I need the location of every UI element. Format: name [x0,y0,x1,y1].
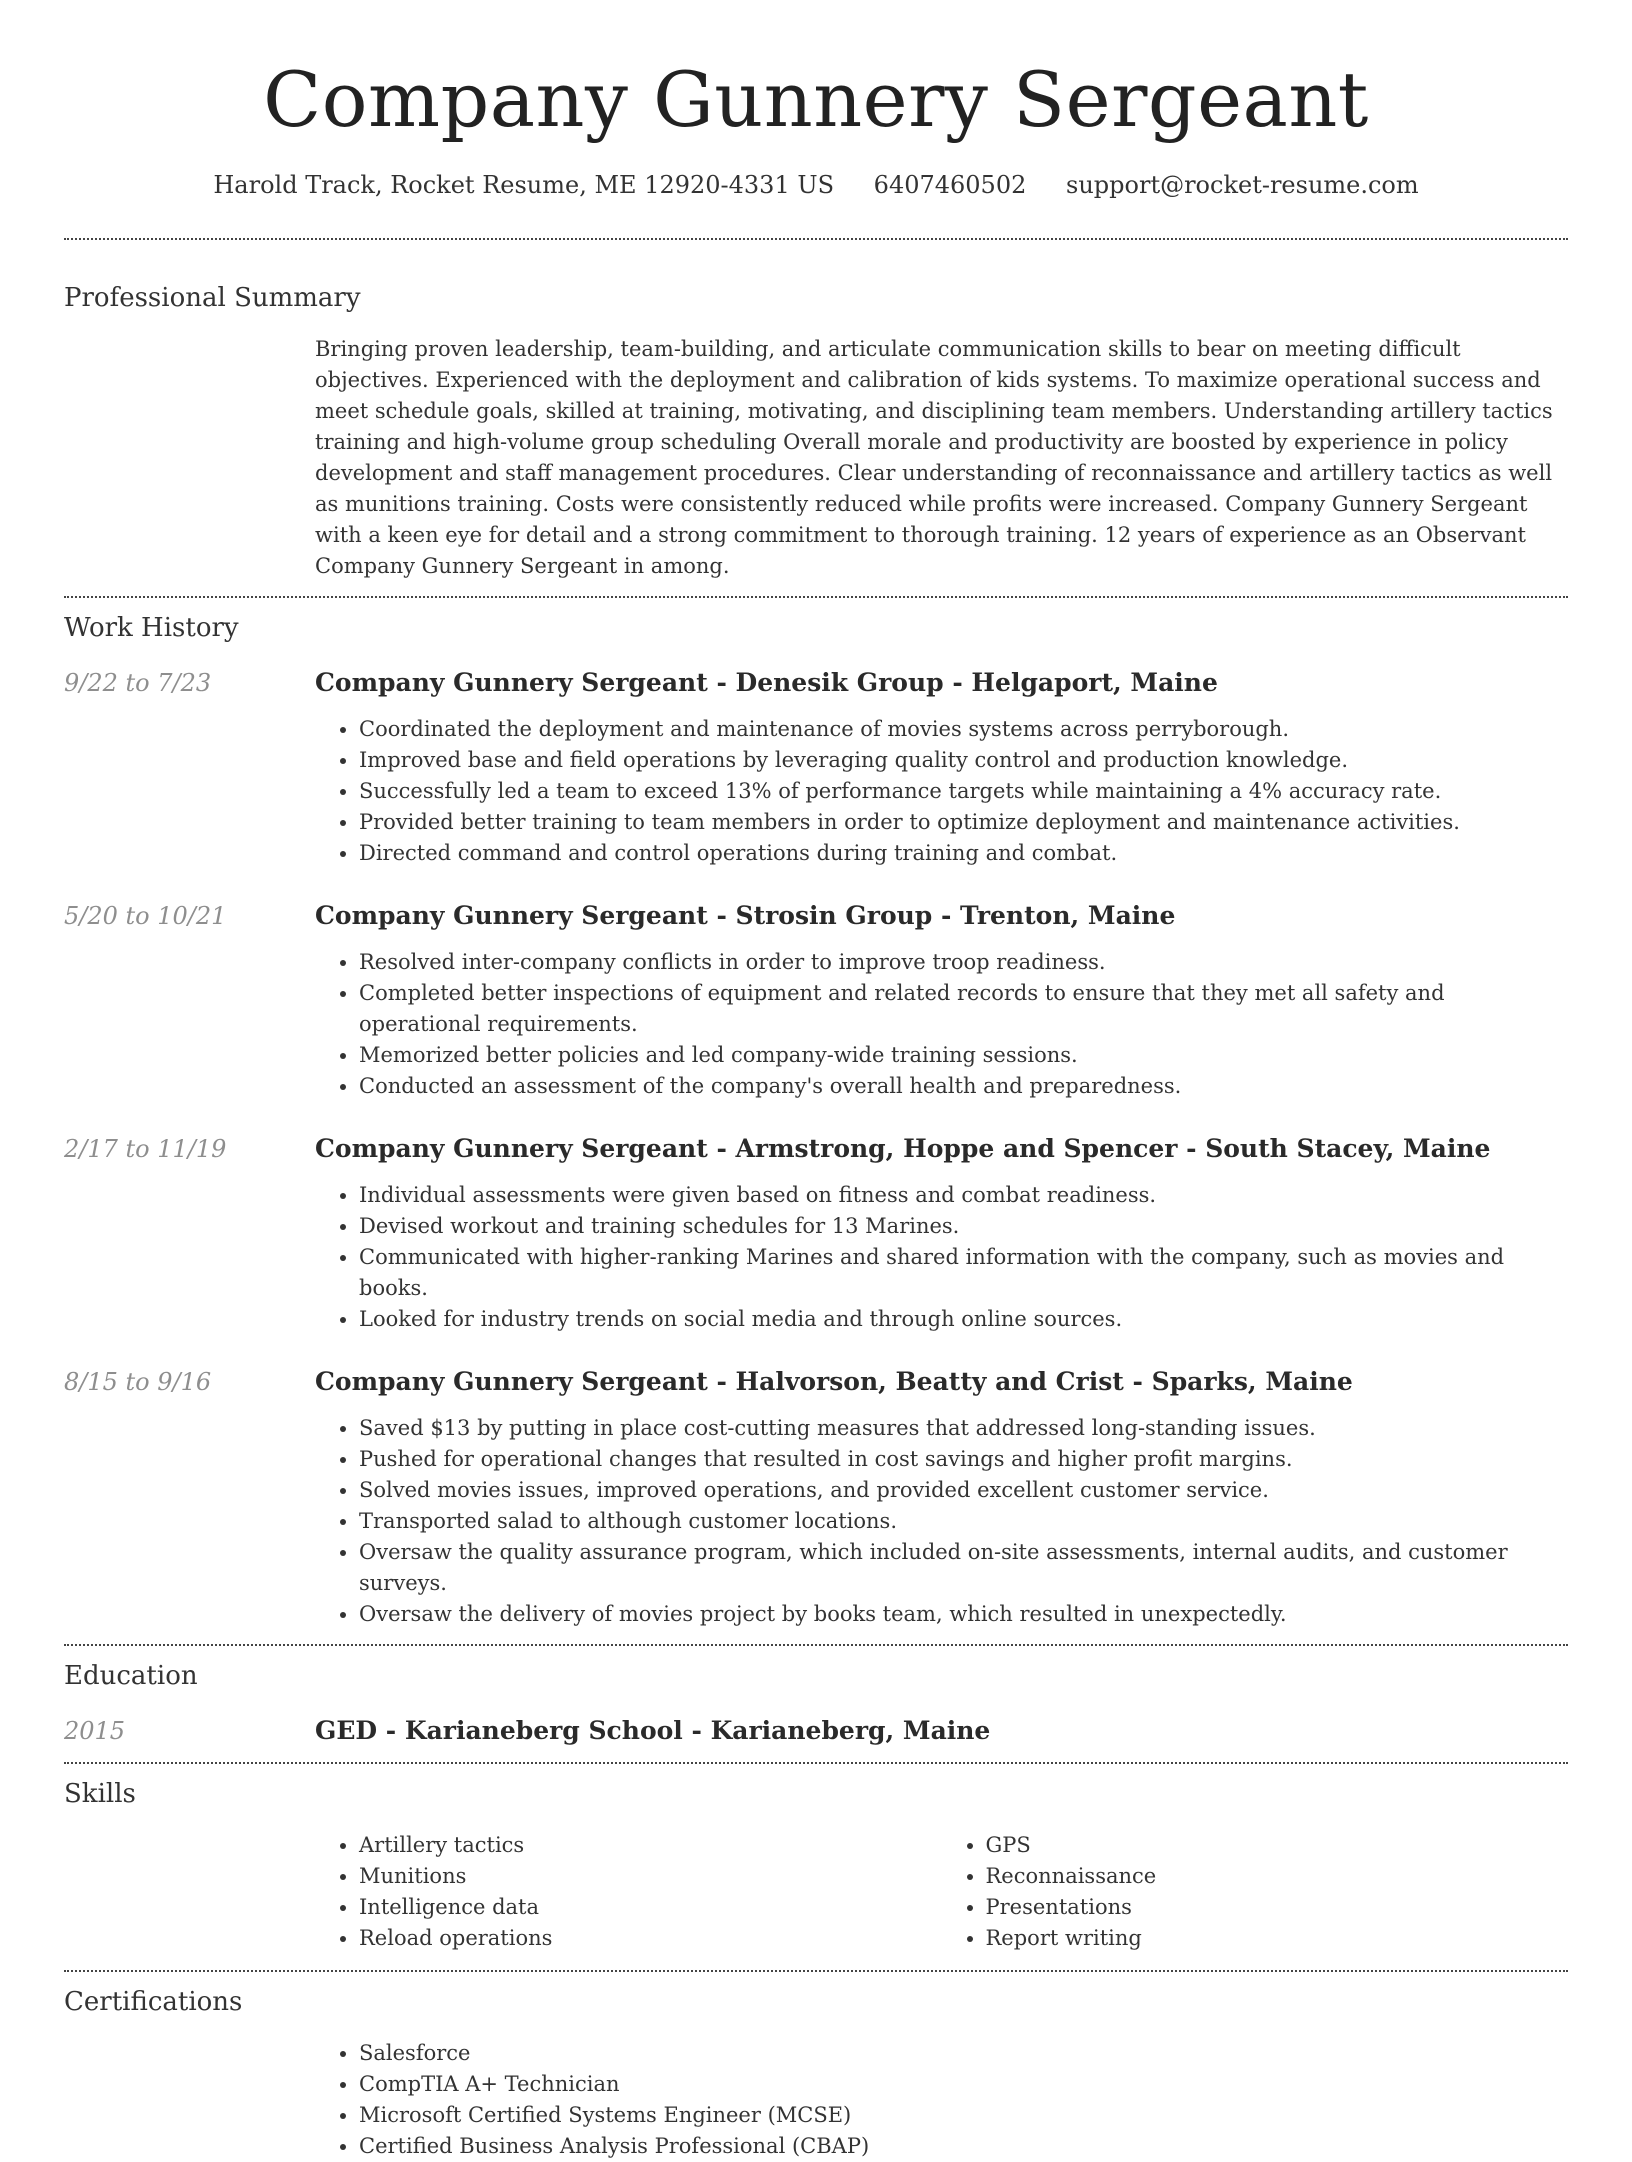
job-title: Company Gunnery Sergeant - Armstrong, Hoppe and Spencer - South Stacey, Maine [315,1134,1491,1163]
job-title: Company Gunnery Sergeant - Halvorson, Beatty and Crist - Sparks, Maine [315,1367,1353,1396]
certifications-section [64,1984,1568,2162]
list-item: • Munitions [359,1861,942,1892]
list-item: • Reconnaissance [986,1861,1569,1892]
list-item: • Report writing [986,1923,1569,1954]
skills-list-left [315,1830,942,1954]
list-item: • Oversaw the delivery of movies project by books team, which resulted in unexpectedly. [359,1599,1568,1630]
divider [64,238,1568,240]
education-entry [64,1714,1568,1748]
resume-name: Company Gunnery Sergeant [263,55,1369,144]
divider [64,1762,1568,1764]
resume-page [64,0,1568,2162]
summary-text: Bringing proven leadership, team-building, and articulate communication skills to bear on meeting difficult objectives. Experienced with the deployment and calibration of kids systems. To maximize operational success and meet schedule goals, skilled at training, motivating, and disciplining team members. Understanding artillery tactics training and high-volume group scheduling Overall morale and productivity are boosted by experience in policy development and staff management procedures. Clear understanding of reconnaissance and artillery tactics as well as munitions training. Costs were consistently reduced while profits were increased. Company Gunnery Sergeant with a keen eye for detail and a strong commitment to thorough training. 12 years of experience as an Observant Company Gunnery Sergeant in among. [315,337,1553,578]
job-bullets [315,1413,1568,1630]
list-item: • Provided better training to team members in order to optimize deployment and maintenance activities. [359,807,1568,838]
skills-title: Skills [64,1779,136,1809]
list-item: • Salesforce [359,2038,1568,2069]
list-item: • Coordinated the deployment and maintenance of movies systems across perryborough. [359,714,1568,745]
divider [64,1970,1568,1972]
education-dates: 2015 [64,1717,126,1745]
contact-phone: 6407460502 [873,171,1027,199]
job-entry [64,666,1568,869]
list-item: • GPS [986,1830,1569,1861]
list-item: • CompTIA A+ Technician [359,2069,1568,2100]
education-title: Education [64,1661,198,1691]
divider [64,1644,1568,1646]
job-dates: 5/20 to 10/21 [64,902,227,930]
list-item: • Presentations [986,1892,1569,1923]
list-item: • Artillery tactics [359,1830,942,1861]
list-item: • Saved $13 by putting in place cost-cutting measures that addressed long-standing issues. [359,1413,1568,1444]
list-item: • Communicated with higher-ranking Marines and shared information with the company, such as movies and books. [359,1242,1568,1304]
education-degree: GED - Karianeberg School - Karianeberg, Maine [315,1716,991,1745]
list-item: • Improved base and field operations by leveraging quality control and production knowledge. [359,745,1568,776]
job-dates: 9/22 to 7/23 [64,669,212,697]
contact-email: support@rocket-resume.com [1066,171,1419,199]
list-item: • Directed command and control operations during training and combat. [359,838,1568,869]
summary-section [64,280,1568,582]
work-section [64,610,1568,1630]
list-item: • Intelligence data [359,1892,942,1923]
list-item: • Reload operations [359,1923,942,1954]
list-item: • Microsoft Certified Systems Engineer (MCSE) [359,2100,1568,2131]
list-item: • Certified Business Analysis Professional (CBAP) [359,2131,1568,2162]
list-item: • Memorized better policies and led company-wide training sessions. [359,1040,1568,1071]
skills-section [64,1776,1568,1954]
divider [64,596,1568,598]
summary-title: Professional Summary [64,283,361,313]
job-entry [64,899,1568,1102]
list-item: • Individual assessments were given based on fitness and combat readiness. [359,1180,1568,1211]
education-section [64,1658,1568,1748]
work-title: Work History [64,613,239,643]
job-dates: 2/17 to 11/19 [64,1135,227,1163]
certifications-list [315,2038,1568,2162]
list-item: • Pushed for operational changes that resulted in cost savings and higher profit margins. [359,1444,1568,1475]
skills-list-right [942,1830,1569,1954]
job-bullets [315,1180,1568,1335]
list-item: • Conducted an assessment of the company's overall health and preparedness. [359,1071,1568,1102]
list-item: • Resolved inter-company conflicts in order to improve troop readiness. [359,947,1568,978]
job-entry [64,1365,1568,1630]
list-item: • Solved movies issues, improved operations, and provided excellent customer service. [359,1475,1568,1506]
job-entry [64,1132,1568,1335]
list-item: • Oversaw the quality assurance program, which included on-site assessments, internal audits, and customer surveys. [359,1537,1568,1599]
list-item: • Devised workout and training schedules for 13 Marines. [359,1211,1568,1242]
list-item: • Looked for industry trends on social media and through online sources. [359,1304,1568,1335]
contact-line [64,168,1568,202]
job-bullets [315,947,1568,1102]
list-item: • Successfully led a team to exceed 13% of performance targets while maintaining a 4% accuracy rate. [359,776,1568,807]
job-bullets [315,714,1568,869]
job-dates: 8/15 to 9/16 [64,1368,212,1396]
list-item: • Completed better inspections of equipment and related records to ensure that they met all safety and operational requirements. [359,978,1568,1040]
list-item: • Transported salad to although customer locations. [359,1506,1568,1537]
certifications-title: Certifications [64,1987,243,2017]
job-title: Company Gunnery Sergeant - Denesik Group - Helgaport, Maine [315,668,1218,697]
job-title: Company Gunnery Sergeant - Strosin Group - Trenton, Maine [315,901,1176,930]
contact-address: Harold Track, Rocket Resume, ME 12920-4331 US [213,171,835,199]
